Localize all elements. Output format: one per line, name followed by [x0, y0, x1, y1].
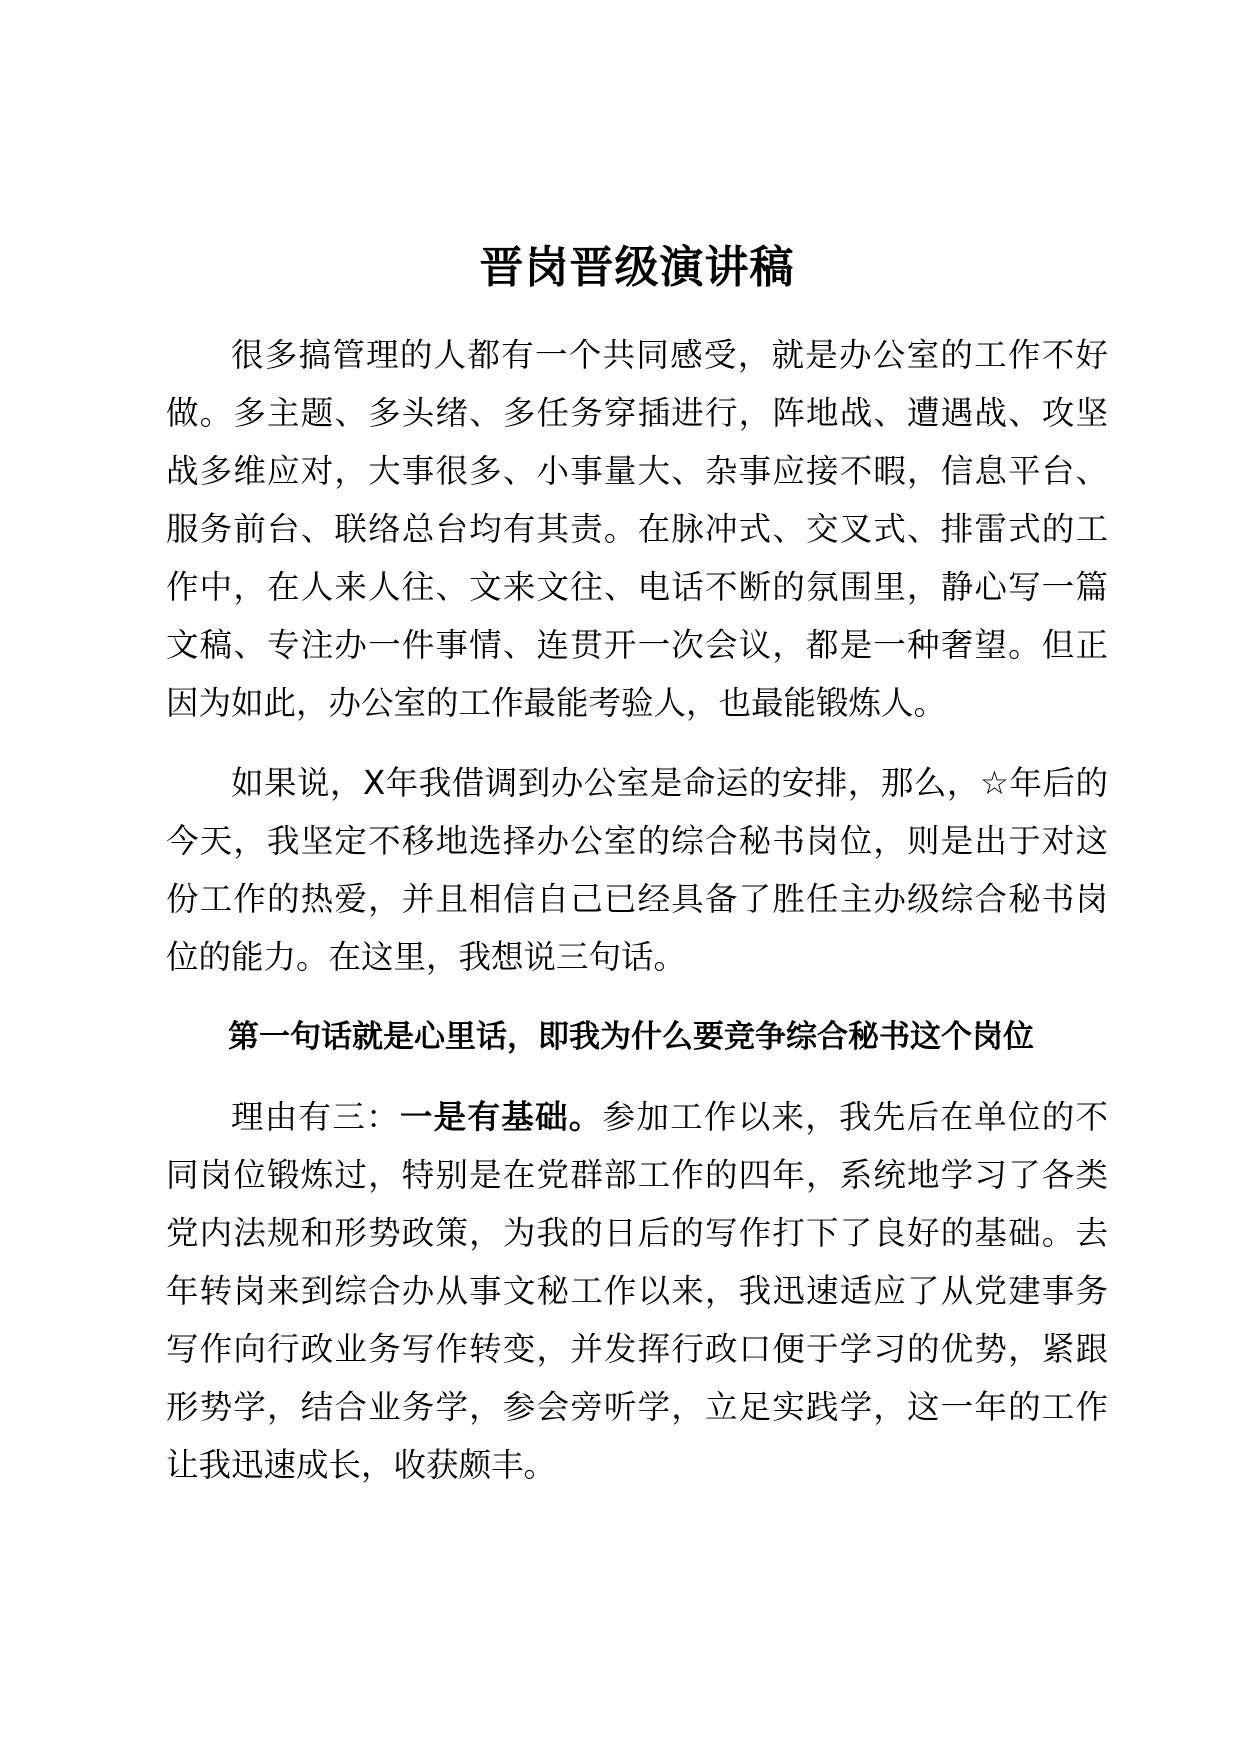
section-heading: 第一句话就是心里话，即我为什么要竞争综合秘书这个岗位: [228, 1019, 1034, 1055]
paragraph-motivation: 如果说，X年我借调到办公室是命运的安排，那么，☆年后的今天，我坚定不移地选择办公室的综合秘书岗位，则是出于对这份工作的热爱，并且相信自己已经具备了胜任主办级综合秘书岗位的能力。在这里，我想说三句话。: [166, 764, 1108, 976]
document-title: 晋岗晋级演讲稿: [479, 242, 795, 293]
paragraph-intro: 很多搞管理的人都有一个共同感受，就是办公室的工作不好做。多主题、多头绪、多任务穿插进行，阵地战、遭遇战、攻坚战多维应对，大事很多、小事量大、杂事应接不暇，信息平台、服务前台、联络总台均有其责。在脉冲式、交叉式、排雷式的工作中，在人来人往、文来文往、电话不断的氛围里，静心写一篇文稿、专注办一件事情、连贯开一次会议，都是一种奢望。但正因为如此，办公室的工作最能考验人，也最能锻炼人。: [166, 336, 1108, 722]
reasons-bold-lead: 一是有基础。: [399, 1098, 603, 1136]
paragraph-reasons: [166, 1088, 1108, 1494]
document-page: [166, 236, 1108, 1516]
reasons-prefix: 理由有三：: [231, 1098, 400, 1136]
reasons-body: 参加工作以来，我先后在单位的不同岗位锻炼过，特别是在党群部工作的四年，系统地学习了各类党内法规和形势政策，为我的日后的写作打下了良好的基础。去年转岗来到综合办从事文秘工作以来，我迅速适应了从党建事务写作向行政业务写作转变，并发挥行政口便于学习的优势，紧跟形势学，结合业务学，参会旁听学，立足实践学，这一年的工作让我迅速成长，收获颇丰。: [166, 1098, 1108, 1484]
